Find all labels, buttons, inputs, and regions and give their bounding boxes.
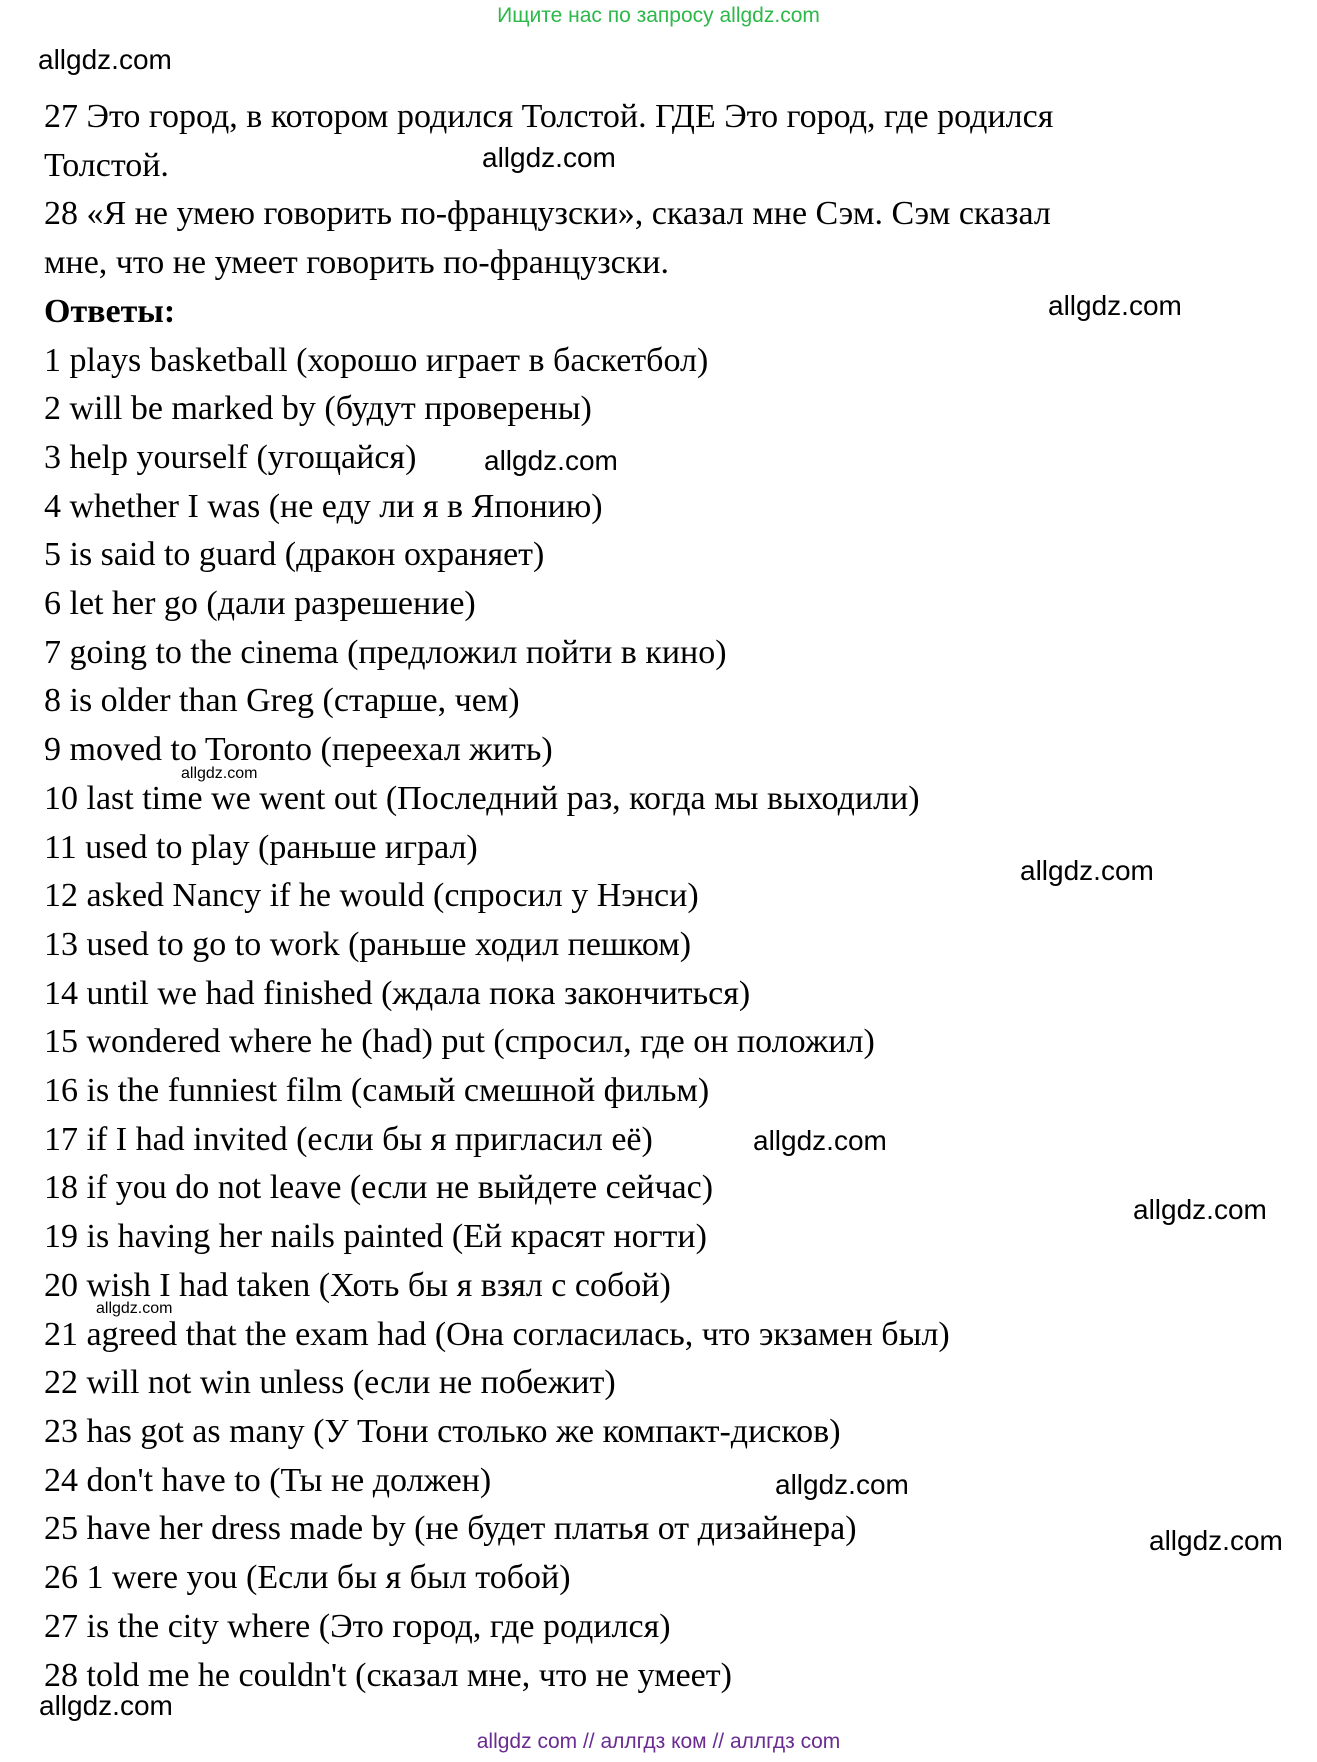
- watermark: allgdz.com: [181, 765, 258, 782]
- answers-heading: Ответы:: [44, 292, 176, 330]
- text-line: 28 «Я не умею говорить по-французски», сказал мне Сэм. Сэм сказал: [44, 195, 1051, 233]
- watermark: allgdz.com: [1020, 855, 1154, 886]
- watermark: allgdz.com: [775, 1469, 909, 1500]
- answer-item: 10 last time we went out (Последний раз, когда мы выходили): [44, 779, 920, 817]
- watermark: allgdz.com: [1133, 1194, 1267, 1225]
- watermark: allgdz.com: [753, 1125, 887, 1156]
- answer-item: 24 don't have to (Ты не должен): [44, 1461, 492, 1499]
- footer-links: allgdz com // аллгдз ком // аллгдз com: [476, 1730, 841, 1753]
- watermark: allgdz.com: [96, 1300, 173, 1317]
- answer-item: 2 will be marked by (будут проверены): [44, 390, 592, 428]
- watermark: allgdz.com: [1048, 290, 1182, 321]
- watermark: allgdz.com: [484, 445, 618, 476]
- answer-item: 21 agreed that the exam had (Она согласилась, что экзамен был): [44, 1315, 950, 1353]
- answer-item: 7 going to the cinema (предложил пойти в кино): [44, 633, 727, 671]
- watermark: allgdz.com: [1149, 1525, 1283, 1556]
- answer-item: 14 until we had finished (ждала пока закончиться): [44, 974, 751, 1012]
- answer-text: [44, 93, 1284, 1700]
- answer-item: 19 is having her nails painted (Ей красят ногти): [44, 1218, 707, 1256]
- watermark: allgdz.com: [39, 1690, 173, 1721]
- answer-item: 8 is older than Greg (старше, чем): [44, 682, 520, 720]
- top-banner: Ищите нас по запросу allgdz.com: [497, 4, 820, 27]
- answer-item: 25 have her dress made by (не будет платья от дизайнера): [44, 1510, 857, 1548]
- watermark: allgdz.com: [38, 44, 172, 75]
- answer-item: 28 told me he couldn't (сказал мне, что не умеет): [44, 1656, 732, 1694]
- answer-item: 16 is the funniest film (самый смешной фильм): [44, 1072, 710, 1110]
- answer-item: 26 1 were you (Если бы я был тобой): [44, 1559, 571, 1597]
- answer-item: 1 plays basketball (хорошо играет в баскетбол): [44, 341, 709, 379]
- answer-item: 22 will not win unless (если не побежит): [44, 1364, 616, 1402]
- answer-item: 18 if you do not leave (если не выйдете сейчас): [44, 1169, 714, 1207]
- answer-item: 12 asked Nancy if he would (спросил у Нэнси): [44, 877, 699, 915]
- answer-item: 23 has got as many (У Тони столько же компакт-дисков): [44, 1412, 841, 1450]
- text-line: Толстой.: [44, 146, 169, 184]
- answer-item: 4 whether I was (не еду ли я в Японию): [44, 487, 603, 525]
- answer-item: 5 is said to guard (дракон охраняет): [44, 536, 545, 574]
- text-line: мне, что не умеет говорить по-французски.: [44, 244, 669, 282]
- answer-item: 11 used to play (раньше играл): [44, 828, 478, 866]
- answer-item: 20 wish I had taken (Хоть бы я взял с собой): [44, 1266, 671, 1304]
- answer-item: 13 used to go to work (раньше ходил пешком): [44, 925, 692, 963]
- text-line: 27 Это город, в котором родился Толстой. ГДЕ Это город, где родился: [44, 98, 1054, 135]
- answer-item: 27 is the city where (Это город, где родился): [44, 1607, 671, 1645]
- answer-item: 3 help yourself (угощайся): [44, 438, 417, 476]
- answer-item: 17 if I had invited (если бы я пригласил её): [44, 1120, 653, 1158]
- answer-item: 6 let her go (дали разрешение): [44, 585, 476, 623]
- answer-item: 9 moved to Toronto (переехал жить): [44, 731, 553, 769]
- answer-item: 15 wondered where he (had) put (спросил, где он положил): [44, 1023, 875, 1061]
- watermark: allgdz.com: [482, 142, 616, 173]
